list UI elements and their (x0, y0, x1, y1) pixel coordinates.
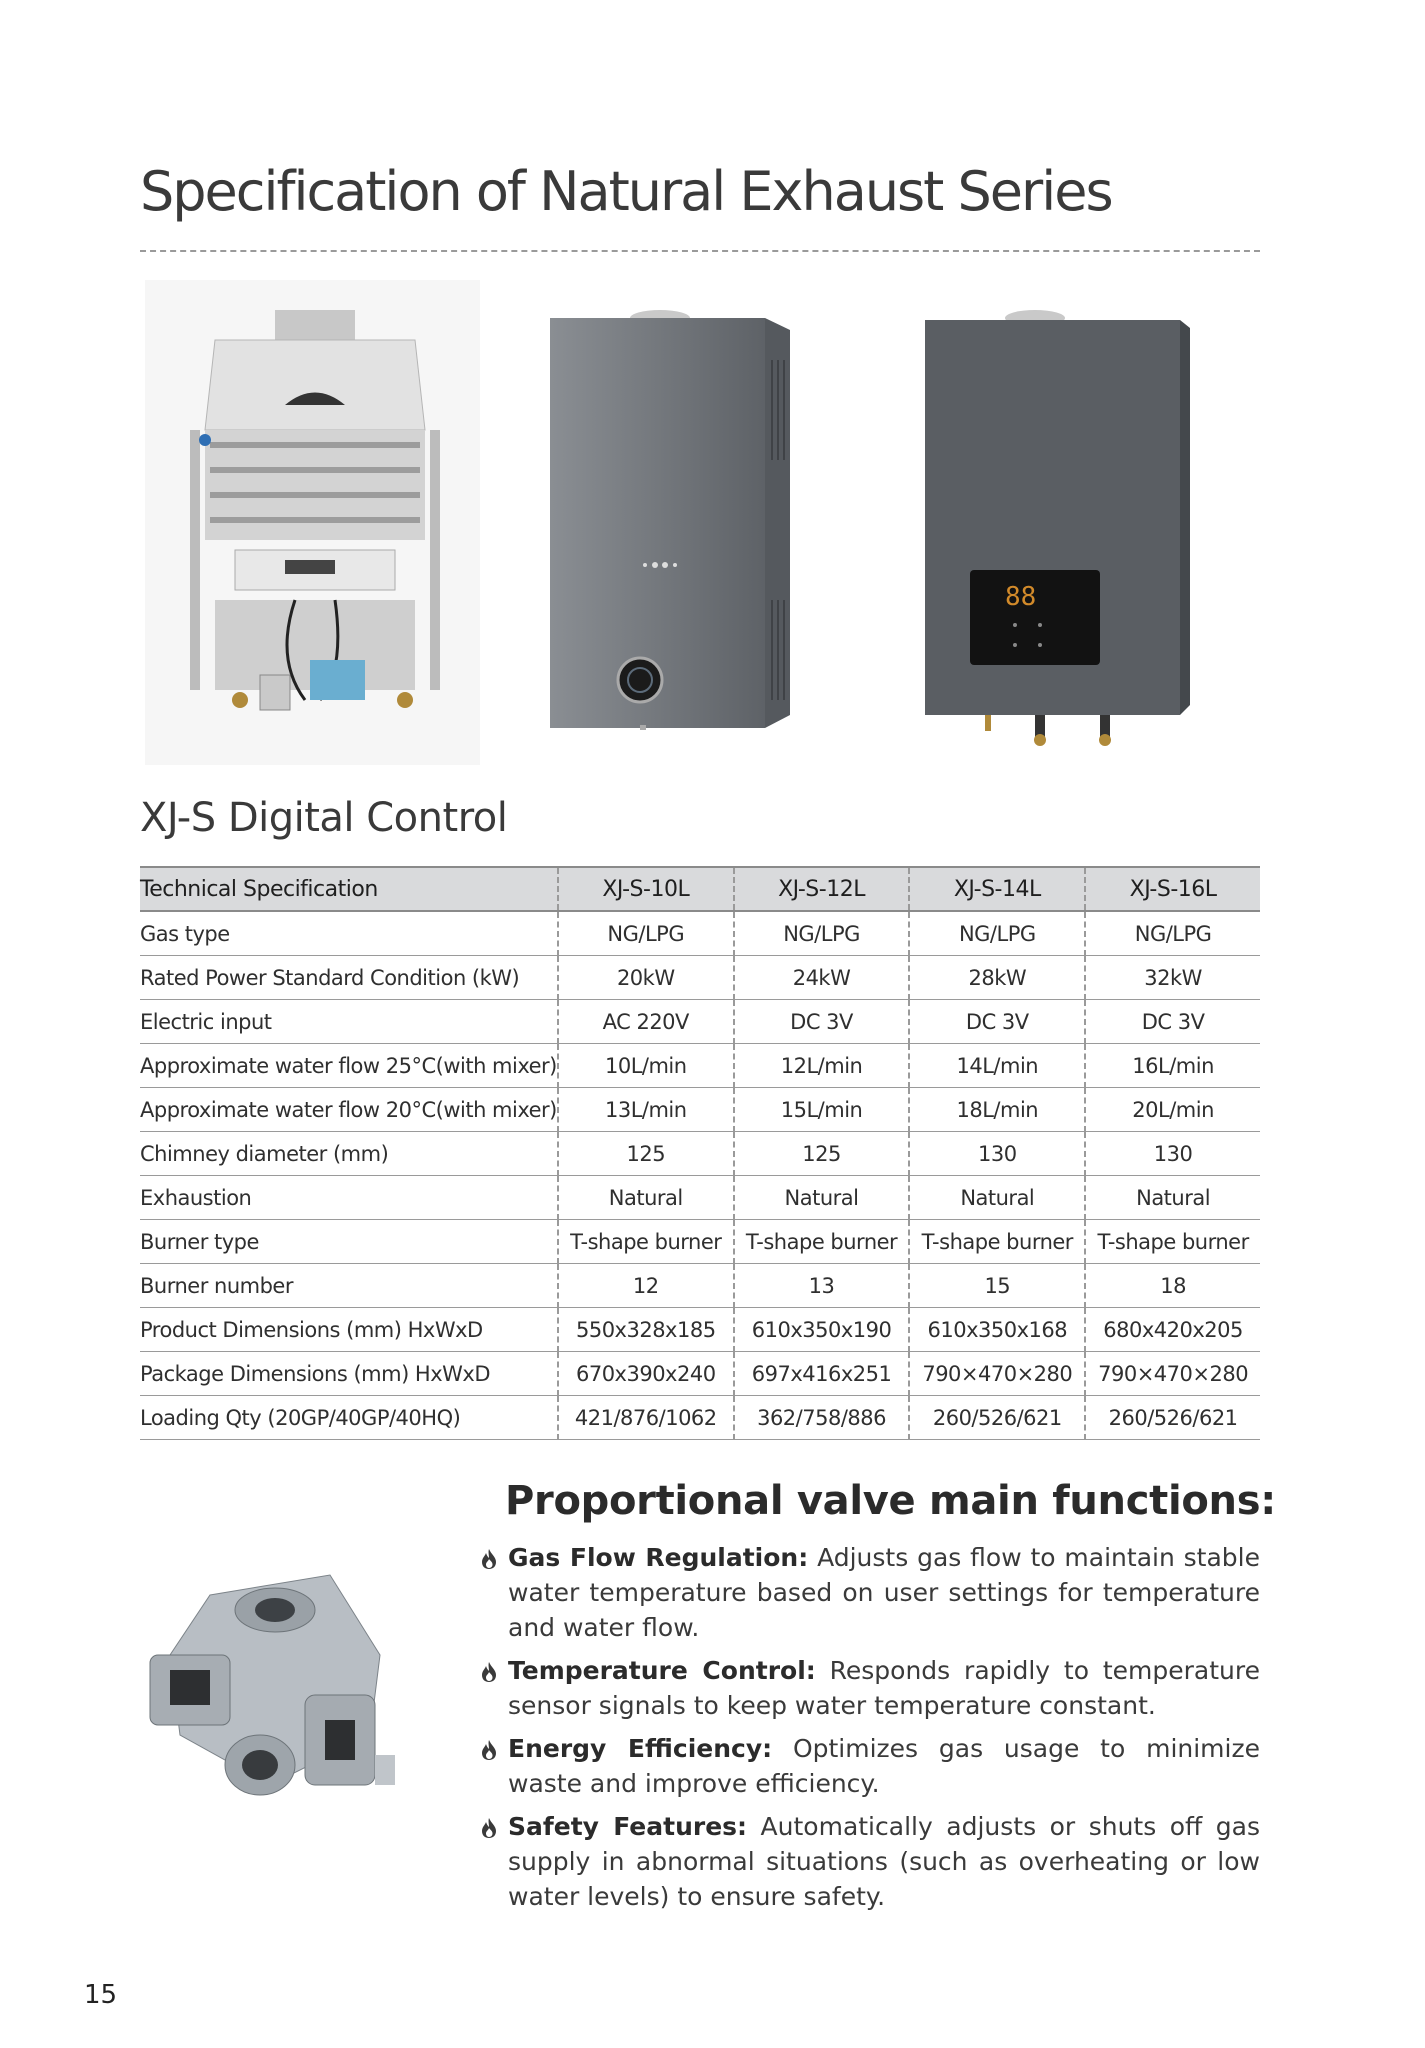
row-label: Package Dimensions (mm) HxWxD (140, 1352, 558, 1396)
table-cell: 680x420x205 (1085, 1308, 1260, 1352)
header-model: XJ-S-10L (558, 867, 734, 911)
table-cell: 550x328x185 (558, 1308, 734, 1352)
table-cell: 28kW (909, 956, 1085, 1000)
header-model: XJ-S-14L (909, 867, 1085, 911)
table-cell: NG/LPG (558, 911, 734, 956)
table-row (140, 1264, 1260, 1308)
row-label: Chimney diameter (mm) (140, 1132, 558, 1176)
table-cell: 260/526/621 (1085, 1396, 1260, 1440)
table-row (140, 1088, 1260, 1132)
product-image-knob (540, 300, 800, 730)
table-row (140, 1352, 1260, 1396)
table-cell: NG/LPG (909, 911, 1085, 956)
row-label: Rated Power Standard Condition (kW) (140, 956, 558, 1000)
row-label: Gas type (140, 911, 558, 956)
table-cell: Natural (558, 1176, 734, 1220)
valve-functions-list (478, 1540, 1260, 1922)
function-title: Gas Flow Regulation: (508, 1543, 809, 1572)
table-row (140, 1044, 1260, 1088)
header-model: XJ-S-12L (734, 867, 910, 911)
table-cell: 15L/min (734, 1088, 910, 1132)
table-cell: 15 (909, 1264, 1085, 1308)
table-cell: 20L/min (1085, 1088, 1260, 1132)
table-cell: 32kW (1085, 956, 1260, 1000)
table-cell: 125 (734, 1132, 910, 1176)
table-row (140, 1132, 1260, 1176)
header-label: Technical Specification (140, 867, 558, 911)
table-header-row (140, 867, 1260, 911)
table-cell: 260/526/621 (909, 1396, 1085, 1440)
row-label: Electric input (140, 1000, 558, 1044)
table-row (140, 1176, 1260, 1220)
table-cell: 610x350x168 (909, 1308, 1085, 1352)
function-title: Energy Efficiency: (508, 1734, 773, 1763)
table-cell: 790×470×280 (909, 1352, 1085, 1396)
table-cell: 20kW (558, 956, 734, 1000)
product-image-digital (905, 300, 1195, 750)
table-cell: NG/LPG (1085, 911, 1260, 956)
title-divider (140, 250, 1260, 252)
table-row (140, 956, 1260, 1000)
list-item (478, 1731, 1260, 1801)
table-cell: 670x390x240 (558, 1352, 734, 1396)
row-label: Burner type (140, 1220, 558, 1264)
table-cell: Natural (1085, 1176, 1260, 1220)
specification-table (140, 866, 1260, 1440)
product-image-interior (145, 280, 480, 765)
table-cell: 16L/min (1085, 1044, 1260, 1088)
row-label: Burner number (140, 1264, 558, 1308)
table-cell: NG/LPG (734, 911, 910, 956)
section-subtitle: XJ-S Digital Control (140, 795, 508, 841)
function-text: Optimizes gas usage to minimize waste and improve efficiency. (508, 1734, 1260, 1798)
table-cell: 421/876/1062 (558, 1396, 734, 1440)
proportional-valve-image (140, 1535, 450, 1845)
table-cell: DC 3V (1085, 1000, 1260, 1044)
table-cell: DC 3V (734, 1000, 910, 1044)
row-label: Loading Qty (20GP/40GP/40HQ) (140, 1396, 558, 1440)
function-title: Safety Features: (508, 1812, 748, 1841)
list-item (478, 1653, 1260, 1723)
table-cell: T-shape burner (1085, 1220, 1260, 1264)
table-cell: 130 (909, 1132, 1085, 1176)
row-label: Product Dimensions (mm) HxWxD (140, 1308, 558, 1352)
flame-icon (480, 1817, 498, 1839)
function-title: Temperature Control: (508, 1656, 816, 1685)
table-row (140, 1220, 1260, 1264)
table-cell: 18L/min (909, 1088, 1085, 1132)
display-readout: 88 (1005, 582, 1037, 612)
row-label: Exhaustion (140, 1176, 558, 1220)
function-text: Automatically adjusts or shuts off gas supply in abnormal situations (such as overheating or low water levels) to ensure safety. (508, 1812, 1260, 1911)
table-row (140, 1396, 1260, 1440)
table-cell: 12 (558, 1264, 734, 1308)
function-text: Responds rapidly to temperature sensor signals to keep water temperature constant. (508, 1656, 1260, 1720)
table-cell: 697x416x251 (734, 1352, 910, 1396)
function-text: Adjusts gas flow to maintain stable water temperature based on user settings for temperature and water flow. (508, 1543, 1260, 1642)
valve-heading: Proportional valve main functions: (505, 1478, 1276, 1524)
flame-icon (480, 1739, 498, 1761)
table-cell: 24kW (734, 956, 910, 1000)
table-cell: 13L/min (558, 1088, 734, 1132)
header-model: XJ-S-16L (1085, 867, 1260, 911)
flame-icon (480, 1548, 498, 1570)
table-cell: T-shape burner (558, 1220, 734, 1264)
table-cell: 10L/min (558, 1044, 734, 1088)
list-item (478, 1540, 1260, 1645)
table-row (140, 1000, 1260, 1044)
list-item (478, 1809, 1260, 1914)
row-label: Approximate water flow 25°C(with mixer) (140, 1044, 558, 1088)
page-number: 15 (84, 1980, 118, 2010)
page-title: Specification of Natural Exhaust Series (140, 160, 1112, 223)
table-cell: 125 (558, 1132, 734, 1176)
table-cell: Natural (909, 1176, 1085, 1220)
table-cell: 12L/min (734, 1044, 910, 1088)
table-cell: 14L/min (909, 1044, 1085, 1088)
table-cell: 362/758/886 (734, 1396, 910, 1440)
flame-icon (480, 1661, 498, 1683)
table-cell: DC 3V (909, 1000, 1085, 1044)
table-cell: 18 (1085, 1264, 1260, 1308)
table-cell: T-shape burner (909, 1220, 1085, 1264)
table-cell: AC 220V (558, 1000, 734, 1044)
table-cell: T-shape burner (734, 1220, 910, 1264)
table-row (140, 1308, 1260, 1352)
row-label: Approximate water flow 20°C(with mixer) (140, 1088, 558, 1132)
table-body (140, 911, 1260, 1440)
table-cell: 610x350x190 (734, 1308, 910, 1352)
table-cell: 130 (1085, 1132, 1260, 1176)
table-cell: 790×470×280 (1085, 1352, 1260, 1396)
table-row (140, 911, 1260, 956)
table-cell: 13 (734, 1264, 910, 1308)
table-cell: Natural (734, 1176, 910, 1220)
